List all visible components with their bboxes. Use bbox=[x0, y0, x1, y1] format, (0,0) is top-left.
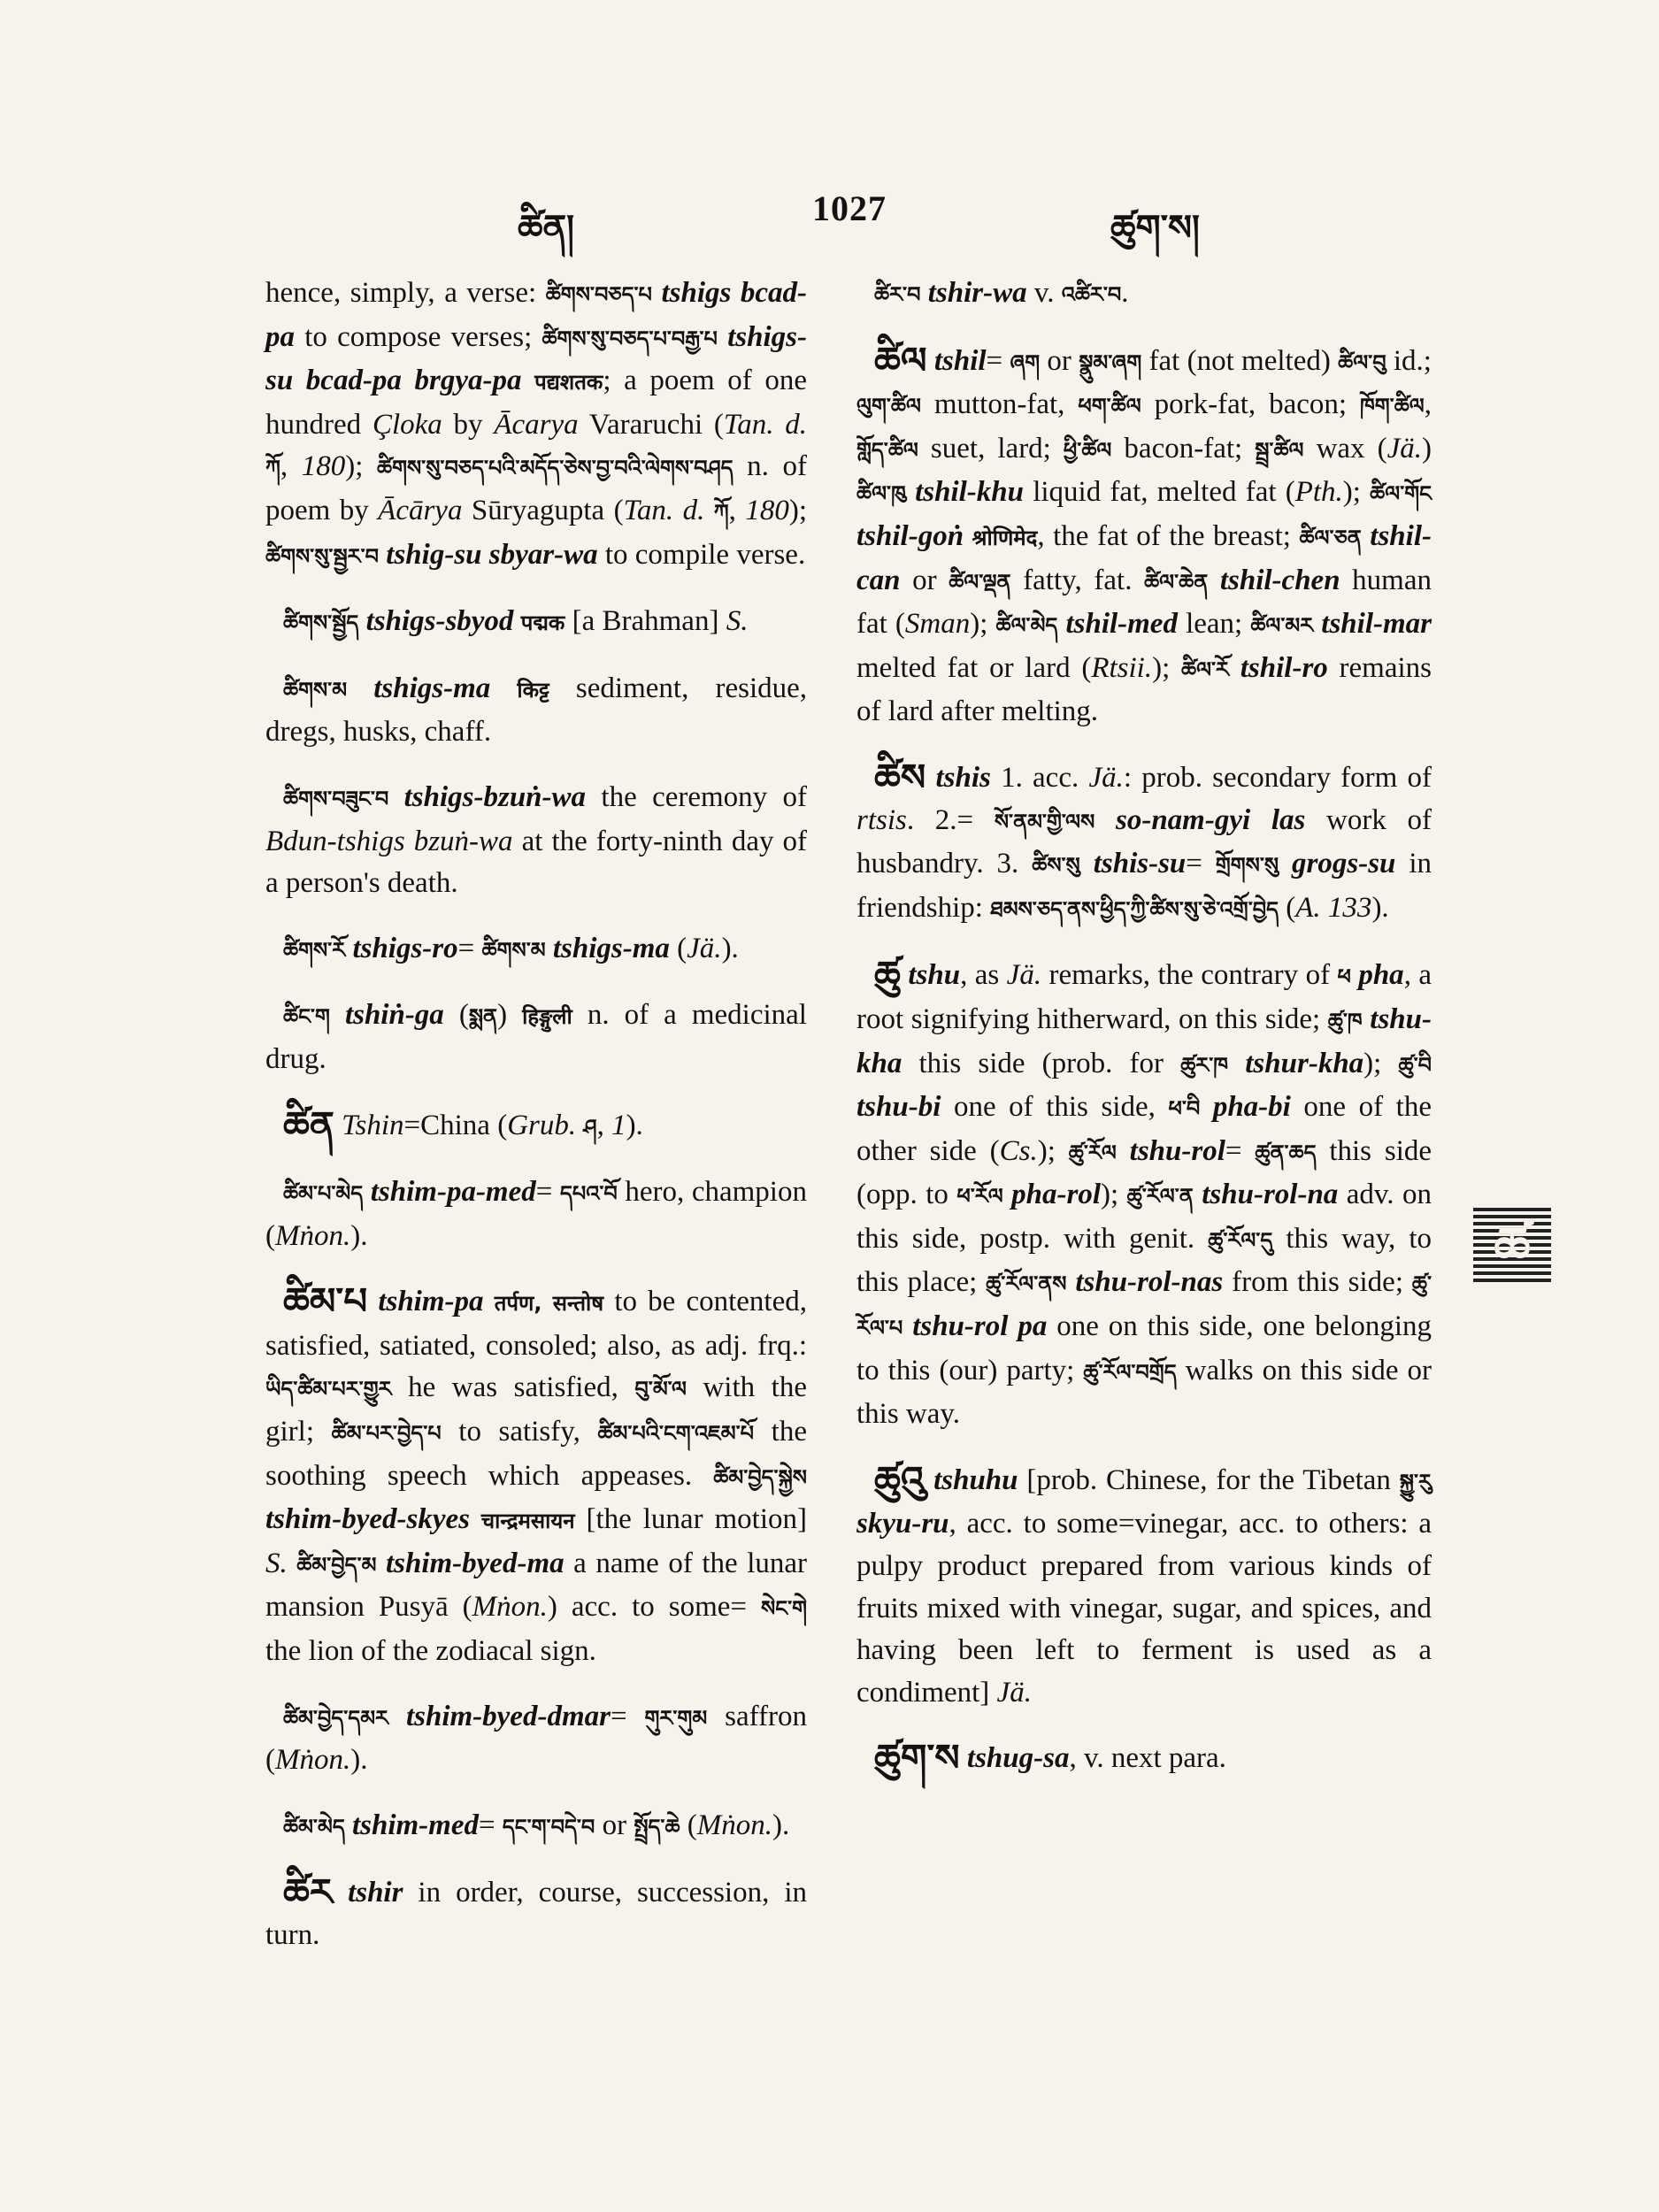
dictionary-entry: ཚིགས་མ tshigs-ma किट्ट sediment, residue, dregs, husks, chaff. bbox=[265, 672, 808, 749]
page-number: 1027 bbox=[812, 188, 887, 228]
dictionary-entry: ཚིགས་བཟུང་བ tshigs-bzuṅ-wa the ceremony of Bdun-tshigs bzuṅ-wa at the forty-ninth day of a person's death. bbox=[265, 780, 808, 900]
right-column bbox=[856, 273, 1432, 1803]
dictionary-entry: ཚིལ tshil= ཞག or སྣུམ་ཞག fat (not melted) ཚིལ་བུ id.; ལུག་ཚིལ mutton-fat, ཕག་ཚིལ pork-fat, bacon; ཁོག་ཚིལ, གློད་ཚིལ suet, lard; ཕྱི་ཚིལ bacon-fat; སྦྲ་ཚིལ wax (Jä.) ཚིལ་ཁུ tshil-khu liquid fat, melted fat (Pth.); ཚིལ་གོང tshil-goṅ श्रोणिमेद, the fat of the breast; ཚིལ་ཅན tshil-can or ཚིལ་ལྡན fatty, fat. ཚིལ་ཆེན tshil-chen human fat (Sman); ཚིལ་མེད tshil-med lean; ཚིལ་མར tshil-mar melted fat or lard (Rtsii.); ཚིལ་རོ tshil-ro remains of lard after melting. bbox=[856, 338, 1432, 728]
dictionary-entry: ཚིར་བ tshir-wa v. འཚིར་བ. bbox=[874, 277, 1129, 309]
dictionary-entry: ཚིམ་མེད tshim-med= དང་ག་བདེ་བ or སྤྲོད་ཆེ (Mṅon.). bbox=[283, 1809, 790, 1841]
dictionary-entry: ཚུ tshu, as Jä. remarks, the contrary of ཕ pha, a root signifying hitherward, on this side; ཚུ་ཁ tshu-kha this side (prob. for ཚུར་ཁ tshur-kha); ཚུ་བི tshu-bi one of this side, ཕ་བི pha-bi one of the other side (Cs.); ཚུ་རོལ tshu-rol= ཚུན་ཆད this side (opp. to ཕ་རོལ pha-rol); ཚུ་རོལ་ན tshu-rol-na adv. on this side, postp. with genit. ཚུ་རོལ་དུ this way, to this place; ཚུ་རོལ་ནས tshu-rol-nas from this side; ཚུ་རོལ་པ tshu-rol pa one on this side, one belonging to this (our) party; ཚུ་རོལ་བགྲོད walks on this side or this way. bbox=[856, 953, 1432, 1431]
thumb-index-tab bbox=[1473, 1208, 1551, 1286]
dictionary-entry: ཚིན Tshin=China (Grub. ཤ, 1). bbox=[283, 1102, 643, 1147]
dictionary-entry: ཚུག་ས tshug-sa, v. next para. bbox=[874, 1736, 1226, 1780]
left-headword: ཚིན། bbox=[518, 208, 575, 248]
dictionary-entry: ཚིར tshir in order, course, succession, in turn. bbox=[265, 1870, 807, 1951]
left-column bbox=[265, 273, 807, 1980]
dictionary-entry: ཚིགས་རོ tshigs-ro= ཚིགས་མ tshigs-ma (Jä.). bbox=[283, 932, 739, 964]
dictionary-entry: ཚིམ་པ་མེད tshim-pa-med= དཔའ་བོ hero, champion (Mṅon.). bbox=[265, 1176, 807, 1252]
running-header bbox=[0, 188, 1659, 248]
dictionary-entry: ཚིགས་སྦྱོད tshigs-sbyod पद्मक [a Brahman] S. bbox=[283, 605, 749, 638]
dictionary-entry: ཚིམ་པ tshim-pa तर्पण, सन्तोष to be contented, satisfied, satiated, consoled; also, as adj. frq.: ཡིད་ཚིམ་པར་གྱུར he was satisfied, བུ་མོ་ལ with the girl; ཚིམ་པར་བྱེད་པ to satisfy, ཚིམ་པའི་ངག་འཇམ་པོ the soothing speech which appeases. ཚིམ་བྱེད་སྐྱེས tshim-byed-skyes चान्द्रमसायन [the lunar motion] S. ཚིམ་བྱེད་མ tshim-byed-ma a name of the lunar mansion Pusyā (Mṅon.) acc. to some= སེང་གེ the lion of the zodiacal sign. bbox=[265, 1279, 808, 1668]
dictionary-entry: ཚིས tshis 1. acc. Jä.: prob. secondary form of rtsis. 2.= སོ་ནམ་གྱི་ལས so-nam-gyi las work of husbandry. 3. ཚིས་སུ tshis-su= གྲོགས་སུ grogs-su in friendship: ཐམས་ཅད་ནས་ཕྱིད་ཀྱི་ཚིས་སུ་ཅེ་འགྲོ་བྱེད (A. 133). bbox=[856, 755, 1432, 924]
thumb-index-glyph: ཚ bbox=[1494, 1216, 1531, 1276]
dictionary-entry: ཚིང་ག tshiṅ-ga (སྨན) हिङ्गुली n. of a medicinal drug. bbox=[265, 999, 807, 1075]
dictionary-entry: ཚིམ་བྱེད་དམར tshim-byed-dmar= གུར་གུམ saffron (Mṅon.). bbox=[265, 1700, 807, 1777]
dictionary-entry: ཚུའུ tshuhu [prob. Chinese, for the Tibetan སྐྱུ་རུ skyu-ru, acc. to some=vinegar, acc. to others: a pulpy product prepared from various kinds of fruits mixed with vinegar, sugar, and spices, and having been left to ferment is used as a condiment] Jä. bbox=[856, 1457, 1432, 1709]
right-headword: ཚུག་ས། bbox=[1110, 208, 1200, 248]
dictionary-entry: hence, simply, a verse: ཚིགས་བཅད་པ tshigs bcad-pa to compose verses; ཚིགས་སུ་བཅད་པ་བརྒྱ་པ tshigs-su bcad-pa brgya-pa पद्यशतक; a poem of one hundred Çloka by Ācarya Vararuchi (Tan. d. ཀོ, 180); ཚིགས་སུ་བཅད་པའི་མདོད་ཅེས་བྱ་བའི་ལེགས་བཤད n. of poem by Ācārya Sūryagupta (Tan. d. ཀོ, 180); ཚིགས་སུ་སྦྱར་བ tshig-su sbyar-wa to compile verse. bbox=[265, 277, 808, 571]
